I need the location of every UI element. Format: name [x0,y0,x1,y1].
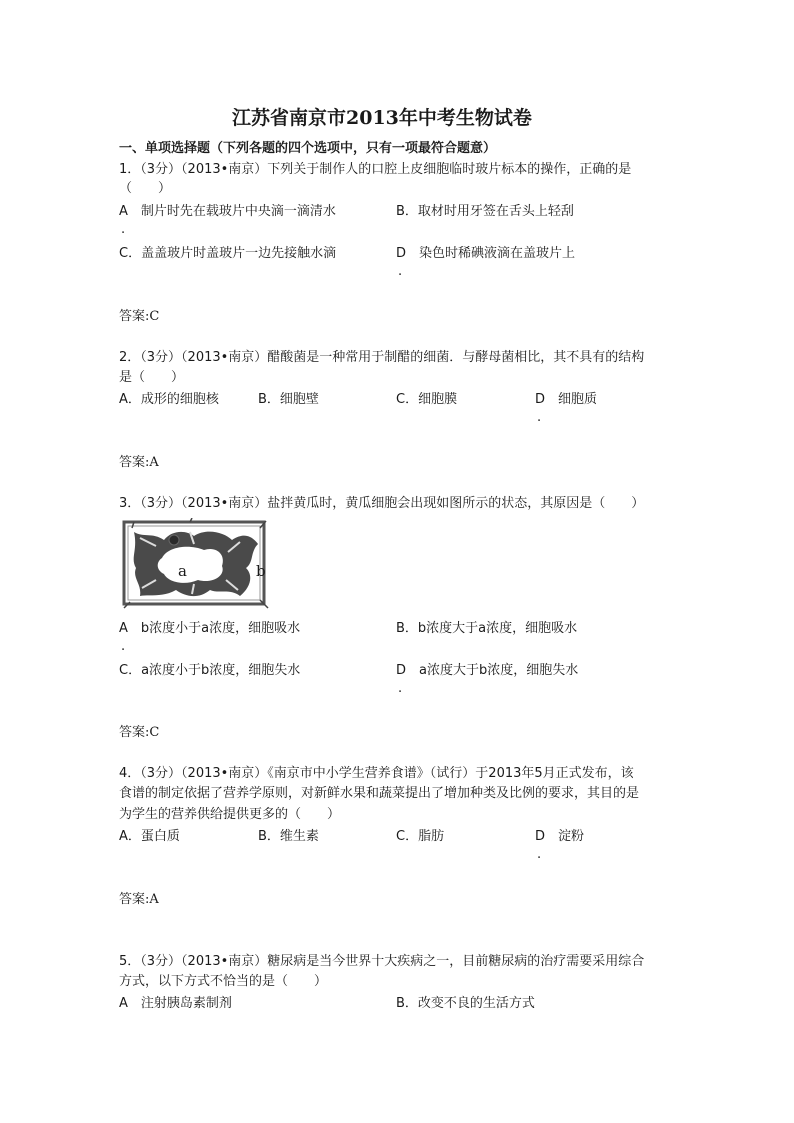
q2-option-d-dot: . [537,410,542,425]
q3-option-b: B．b浓度大于a浓度，细胞吸水 [396,621,578,636]
q3-option-d: D a浓度大于b浓度，细胞失水 [396,663,579,678]
q1-answer: 答案:C [119,309,160,324]
label-b: b [256,562,266,580]
q2-stem-line2: 是（ ） [119,370,185,385]
q5-stem-line2: 方式，以下方式不恰当的是（ ） [119,974,328,989]
q1-option-d: D 染色时稀碘液滴在盖玻片上 [396,246,576,261]
q3-stem-line1: 3．（3分）（2013•南京）盐拌黄瓜时，黄瓜细胞会出现如图所示的状态，其原因是（ ） [119,496,645,511]
q1-option-a-dot: . [121,222,126,237]
q2-option-d: D 细胞质 [535,392,598,407]
q3-option-a: A b浓度小于a浓度，细胞吸水 [119,621,301,636]
q4-option-c: C．脂肪 [396,829,445,844]
q4-option-d: D 淀粉 [535,829,585,844]
q4-stem-line3: 为学生的营养供给提供更多的（ ） [119,807,341,822]
label-a: a [178,562,187,580]
q3-answer: 答案:C [119,725,160,740]
q2-answer: 答案:A [119,455,159,470]
q2-option-c: C．细胞膜 [396,392,458,407]
section-heading: 一、单项选择题（下列各题的四个选项中，只有一项最符合题意） [119,141,497,156]
plant-cell-figure [120,518,272,610]
q5-stem-line1: 5．（3分）（2013•南京）糖尿病是当今世界十大疾病之一，目前糖尿病的治疗需要采用综合 [119,954,645,969]
q1-stem-line1: 1．（3分）（2013•南京）下列关于制作人的口腔上皮细胞临时玻片标本的操作，正确的是 [119,162,632,177]
q2-option-b: B．细胞壁 [258,392,319,407]
q3-option-d-dot: . [398,681,403,696]
q1-option-d-dot: . [398,264,403,279]
q1-option-b: B．取材时用牙签在舌头上轻刮 [396,204,574,219]
q1-option-c: C．盖盖玻片时盖玻片一边先接触水滴 [119,246,337,261]
q3-option-c: C．a浓度小于b浓度，细胞失水 [119,663,301,678]
q2-stem-line1: 2．（3分）（2013•南京）醋酸菌是一种常用于制醋的细菌．与酵母菌相比，其不具有的结构 [119,350,645,365]
q4-stem-line1: 4．（3分）（2013•南京）《南京市中小学生营养食谱》（试行）于2013年5月正式发布，该 [119,766,634,781]
q4-answer: 答案:A [119,892,159,907]
q4-option-d-dot: . [537,847,542,862]
page-title: 江苏省南京市2013年中考生物试卷 [232,107,532,129]
q1-stem-line2: （ ） [119,181,172,196]
q3-option-a-dot: . [121,639,126,654]
q2-option-a: A．成形的细胞核 [119,392,219,407]
q1-option-a: A 制片时先在载玻片中央滴一滴清水 [119,204,336,219]
q4-stem-line2: 食谱的制定依据了营养学原则，对新鲜水果和蔬菜提出了增加种类及比例的要求，其目的是 [119,786,640,801]
q4-option-a: A．蛋白质 [119,829,180,844]
q4-option-b: B．维生素 [258,829,319,844]
q5-option-a: A 注射胰岛素制剂 [119,996,232,1011]
q5-option-b: B．改变不良的生活方式 [396,996,535,1011]
